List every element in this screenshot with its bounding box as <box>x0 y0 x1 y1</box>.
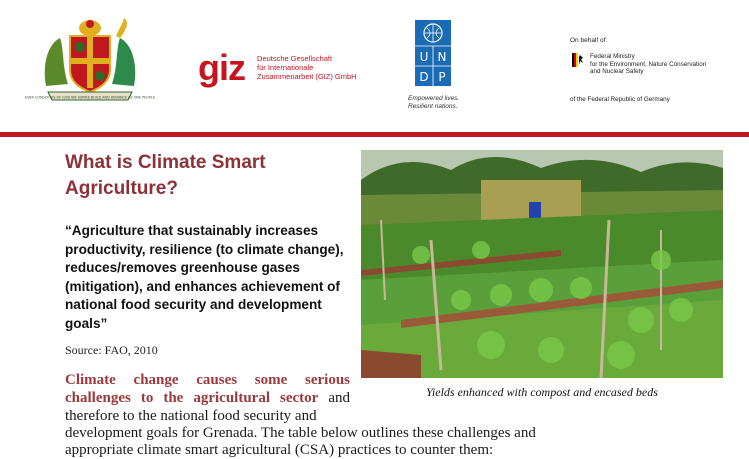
undp-letter-n: N <box>437 50 447 64</box>
undp-tagline-line: Resilient nations. <box>408 103 458 110</box>
undp-letter-u: U <box>419 50 429 64</box>
definition-quote: “Agriculture that sustainably increases productivity, resilience (to climate change), reduces/removes greenhouse gases (mitigation), and enhances achievement of national food security and development goals” <box>65 223 344 331</box>
header-divider <box>0 132 749 137</box>
undp-letter-p: P <box>438 70 446 84</box>
grenada-coat-of-arms-logo <box>24 14 156 106</box>
german-eagle-flag-icon <box>572 53 583 67</box>
intro-paragraph <box>65 371 350 425</box>
ministry-name <box>590 53 710 76</box>
giz-org-line: Deutsche Gesellschaft <box>257 54 333 63</box>
page-title-line: What is Climate Smart <box>65 152 266 173</box>
ministry-line: for the Environment, Nature Conservation <box>590 60 707 68</box>
photo-caption: Yields enhanced with compost and encased beds <box>426 385 658 399</box>
undp-logo <box>415 20 451 86</box>
ministry-line: Federal Ministry <box>590 53 635 60</box>
garden-beds-photo <box>361 150 723 378</box>
undp-tagline <box>408 95 478 111</box>
undp-tagline-line: Empowered lives. <box>408 95 460 102</box>
ministry-line: and Nuclear Safety <box>590 68 644 75</box>
paragraph-text: and therefore to the national food security and <box>65 390 350 424</box>
coat-of-arms-motto: EVER CONSCIOUS OF GOD WE ASPIRE BUILD AND ADVANCE AS ONE PEOPLE <box>24 95 156 100</box>
page-title-line: Agriculture? <box>65 178 178 199</box>
emphasis-text: Climate change causes some serious challenges to the agricultural sector <box>65 372 350 406</box>
quote-source: Source: FAO, 2010 <box>65 343 158 357</box>
on-behalf-of-label: On behalf of: <box>570 37 608 44</box>
paragraph-line: appropriate climate smart agricultural (CSA) practices to counter them: <box>65 442 494 458</box>
undp-letter-d: D <box>419 70 429 84</box>
giz-org-line: Zusammenarbeit (GIZ) GmbH <box>257 72 357 81</box>
page-title <box>65 150 345 202</box>
intro-paragraph-continued <box>65 425 640 459</box>
giz-organization-name <box>257 54 377 81</box>
giz-logo: giz <box>198 47 245 88</box>
republic-label: of the Federal Republic of Germany <box>570 96 670 103</box>
paragraph-line: development goals for Grenada. The table below outlines these challenges and <box>65 425 536 441</box>
giz-org-line: für Internationale <box>257 63 314 72</box>
